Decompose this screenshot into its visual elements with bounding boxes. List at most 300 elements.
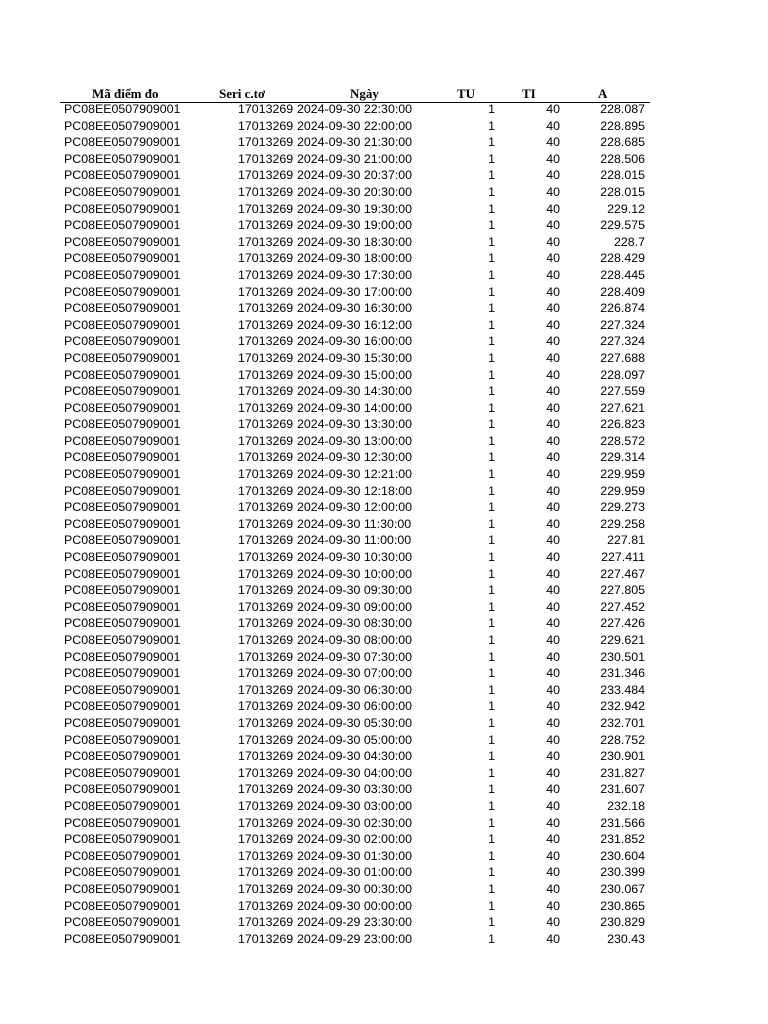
cell-date: 2024-09-30 22:00:00 xyxy=(297,118,413,133)
cell-ti: 40 xyxy=(546,267,560,282)
cell-code: PC08EE0507909001 xyxy=(64,715,181,730)
cell-code: PC08EE0507909001 xyxy=(64,500,181,515)
cell-ti: 40 xyxy=(546,798,560,813)
cell-ti: 40 xyxy=(546,666,560,681)
cell-tu: 1 xyxy=(488,417,495,432)
cell-date: 2024-09-30 08:00:00 xyxy=(297,633,413,647)
cell-a: 228.429 xyxy=(600,251,645,266)
cell-serial: 17013269 xyxy=(238,848,294,863)
cell-tu: 1 xyxy=(488,350,495,365)
cell-serial: 17013269 xyxy=(238,151,294,166)
cell-serial: 17013269 xyxy=(238,201,294,216)
table-row xyxy=(0,615,768,632)
table-row xyxy=(0,300,768,317)
cell-ti: 40 xyxy=(546,168,560,183)
cell-serial: 17013269 xyxy=(238,881,294,896)
cell-serial: 17013269 xyxy=(238,251,294,266)
cell-serial: 17013269 xyxy=(238,765,294,780)
cell-tu: 1 xyxy=(488,367,495,382)
table-row xyxy=(0,649,768,666)
cell-a: 228.015 xyxy=(600,168,645,183)
cell-ti: 40 xyxy=(546,599,560,614)
cell-serial: 17013269 xyxy=(238,102,294,116)
cell-tu: 1 xyxy=(488,865,495,880)
cell-tu: 1 xyxy=(488,450,495,465)
cell-date: 2024-09-30 11:00:00 xyxy=(297,533,412,548)
cell-date: 2024-09-30 02:30:00 xyxy=(297,815,413,830)
cell-code: PC08EE0507909001 xyxy=(64,533,181,548)
cell-ti: 40 xyxy=(546,848,560,863)
cell-a: 229.273 xyxy=(600,500,645,515)
cell-a: 228.506 xyxy=(600,151,645,166)
cell-date: 2024-09-30 12:21:00 xyxy=(297,467,413,482)
cell-serial: 17013269 xyxy=(238,384,294,399)
cell-code: PC08EE0507909001 xyxy=(64,251,181,266)
cell-tu: 1 xyxy=(488,848,495,863)
table-row xyxy=(0,715,768,732)
cell-code: PC08EE0507909001 xyxy=(64,633,181,647)
cell-ti: 40 xyxy=(546,350,560,365)
cell-a: 228.752 xyxy=(600,732,645,747)
cell-date: 2024-09-30 05:00:00 xyxy=(297,732,413,747)
header-code: Mã điểm đo xyxy=(92,86,159,101)
cell-serial: 17013269 xyxy=(238,566,294,581)
cell-tu: 1 xyxy=(488,433,495,448)
cell-serial: 17013269 xyxy=(238,599,294,614)
cell-ti: 40 xyxy=(546,881,560,896)
cell-serial: 17013269 xyxy=(238,633,294,647)
table-row xyxy=(0,201,768,218)
cell-ti: 40 xyxy=(546,218,560,233)
table-row xyxy=(0,698,768,715)
cell-a: 228.087 xyxy=(600,102,645,116)
table-row xyxy=(0,599,768,616)
cell-a: 231.566 xyxy=(600,815,645,830)
cell-serial: 17013269 xyxy=(238,616,294,631)
cell-tu: 1 xyxy=(488,832,495,847)
table-row xyxy=(0,184,768,201)
cell-date: 2024-09-30 17:00:00 xyxy=(297,284,413,299)
cell-date: 2024-09-30 05:30:00 xyxy=(297,715,413,730)
cell-ti: 40 xyxy=(546,201,560,216)
cell-tu: 1 xyxy=(488,815,495,830)
cell-a: 230.399 xyxy=(600,865,645,880)
cell-tu: 1 xyxy=(488,334,495,349)
cell-ti: 40 xyxy=(546,516,560,531)
cell-ti: 40 xyxy=(546,151,560,166)
table-row xyxy=(0,483,768,500)
cell-code: PC08EE0507909001 xyxy=(64,616,181,631)
cell-serial: 17013269 xyxy=(238,666,294,681)
cell-ti: 40 xyxy=(546,550,560,565)
header-a: A xyxy=(598,86,608,101)
cell-code: PC08EE0507909001 xyxy=(64,798,181,813)
table-row xyxy=(0,134,768,151)
cell-code: PC08EE0507909001 xyxy=(64,184,181,199)
cell-date: 2024-09-30 10:30:00 xyxy=(297,550,413,565)
cell-tu: 1 xyxy=(488,483,495,498)
cell-code: PC08EE0507909001 xyxy=(64,516,181,531)
header-date: Ngày xyxy=(350,86,379,101)
table-row xyxy=(0,582,768,599)
cell-date: 2024-09-30 07:00:00 xyxy=(297,666,413,681)
cell-serial: 17013269 xyxy=(238,715,294,730)
cell-a: 228.097 xyxy=(600,367,645,382)
cell-a: 229.959 xyxy=(600,467,645,482)
cell-serial: 17013269 xyxy=(238,118,294,133)
cell-tu: 1 xyxy=(488,666,495,681)
cell-serial: 17013269 xyxy=(238,433,294,448)
cell-a: 230.501 xyxy=(600,649,645,664)
cell-date: 2024-09-30 13:30:00 xyxy=(297,417,413,432)
cell-serial: 17013269 xyxy=(238,267,294,282)
cell-a: 232.18 xyxy=(607,798,645,813)
cell-date: 2024-09-30 17:30:00 xyxy=(297,267,413,282)
table-row xyxy=(0,732,768,749)
cell-code: PC08EE0507909001 xyxy=(64,350,181,365)
cell-date: 2024-09-30 04:00:00 xyxy=(297,765,413,780)
cell-tu: 1 xyxy=(488,234,495,249)
table-row xyxy=(0,101,768,118)
cell-code: PC08EE0507909001 xyxy=(64,782,181,797)
cell-date: 2024-09-30 21:30:00 xyxy=(297,135,413,150)
cell-tu: 1 xyxy=(488,467,495,482)
cell-code: PC08EE0507909001 xyxy=(64,433,181,448)
cell-a: 228.7 xyxy=(613,234,645,249)
cell-code: PC08EE0507909001 xyxy=(64,317,181,332)
cell-code: PC08EE0507909001 xyxy=(64,649,181,664)
cell-tu: 1 xyxy=(488,931,495,946)
cell-code: PC08EE0507909001 xyxy=(64,135,181,150)
cell-date: 2024-09-30 00:00:00 xyxy=(297,898,413,913)
cell-date: 2024-09-30 19:00:00 xyxy=(297,218,413,233)
cell-code: PC08EE0507909001 xyxy=(64,151,181,166)
cell-a: 229.258 xyxy=(600,516,645,531)
cell-ti: 40 xyxy=(546,317,560,332)
cell-code: PC08EE0507909001 xyxy=(64,102,181,116)
table-body xyxy=(0,101,768,947)
cell-code: PC08EE0507909001 xyxy=(64,682,181,697)
table-row xyxy=(0,217,768,234)
cell-a: 227.426 xyxy=(600,616,645,631)
cell-tu: 1 xyxy=(488,765,495,780)
cell-a: 230.865 xyxy=(600,898,645,913)
cell-a: 230.067 xyxy=(600,881,645,896)
cell-a: 229.12 xyxy=(607,201,645,216)
cell-ti: 40 xyxy=(546,400,560,415)
cell-code: PC08EE0507909001 xyxy=(64,749,181,764)
cell-date: 2024-09-30 06:00:00 xyxy=(297,699,413,714)
cell-ti: 40 xyxy=(546,284,560,299)
cell-date: 2024-09-30 10:00:00 xyxy=(297,566,413,581)
cell-code: PC08EE0507909001 xyxy=(64,234,181,249)
cell-tu: 1 xyxy=(488,699,495,714)
cell-date: 2024-09-30 21:00:00 xyxy=(297,151,413,166)
cell-ti: 40 xyxy=(546,500,560,515)
cell-ti: 40 xyxy=(546,832,560,847)
cell-tu: 1 xyxy=(488,284,495,299)
cell-serial: 17013269 xyxy=(238,417,294,432)
cell-ti: 40 xyxy=(546,367,560,382)
cell-ti: 40 xyxy=(546,715,560,730)
cell-date: 2024-09-30 06:30:00 xyxy=(297,682,413,697)
table-row xyxy=(0,532,768,549)
cell-ti: 40 xyxy=(546,450,560,465)
cell-a: 227.805 xyxy=(600,583,645,598)
cell-code: PC08EE0507909001 xyxy=(64,865,181,880)
cell-date: 2024-09-30 16:00:00 xyxy=(297,334,413,349)
cell-tu: 1 xyxy=(488,732,495,747)
table-row xyxy=(0,250,768,267)
cell-code: PC08EE0507909001 xyxy=(64,848,181,863)
table-row xyxy=(0,665,768,682)
table-row xyxy=(0,848,768,865)
cell-a: 226.874 xyxy=(600,301,645,316)
table-row xyxy=(0,798,768,815)
cell-date: 2024-09-30 15:30:00 xyxy=(297,350,413,365)
cell-tu: 1 xyxy=(488,749,495,764)
cell-code: PC08EE0507909001 xyxy=(64,566,181,581)
cell-code: PC08EE0507909001 xyxy=(64,218,181,233)
cell-date: 2024-09-30 15:00:00 xyxy=(297,367,413,382)
cell-serial: 17013269 xyxy=(238,467,294,482)
cell-tu: 1 xyxy=(488,516,495,531)
cell-serial: 17013269 xyxy=(238,184,294,199)
cell-date: 2024-09-30 07:30:00 xyxy=(297,649,413,664)
table-row xyxy=(0,549,768,566)
cell-a: 227.324 xyxy=(600,334,645,349)
cell-date: 2024-09-30 14:00:00 xyxy=(297,400,413,415)
cell-serial: 17013269 xyxy=(238,301,294,316)
table-row xyxy=(0,632,768,649)
cell-serial: 17013269 xyxy=(238,168,294,183)
cell-date: 2024-09-30 03:30:00 xyxy=(297,782,413,797)
cell-serial: 17013269 xyxy=(238,500,294,515)
cell-serial: 17013269 xyxy=(238,583,294,598)
cell-a: 229.621 xyxy=(600,633,645,647)
cell-tu: 1 xyxy=(488,898,495,913)
cell-a: 230.43 xyxy=(607,931,645,946)
cell-tu: 1 xyxy=(488,201,495,216)
cell-date: 2024-09-30 00:30:00 xyxy=(297,881,413,896)
cell-serial: 17013269 xyxy=(238,234,294,249)
cell-a: 231.607 xyxy=(600,782,645,797)
cell-serial: 17013269 xyxy=(238,135,294,150)
cell-code: PC08EE0507909001 xyxy=(64,483,181,498)
cell-tu: 1 xyxy=(488,881,495,896)
cell-date: 2024-09-30 03:00:00 xyxy=(297,798,413,813)
cell-serial: 17013269 xyxy=(238,350,294,365)
cell-tu: 1 xyxy=(488,533,495,548)
table-row xyxy=(0,167,768,184)
cell-tu: 1 xyxy=(488,168,495,183)
table-row xyxy=(0,350,768,367)
table-row xyxy=(0,317,768,334)
cell-date: 2024-09-30 01:30:00 xyxy=(297,848,413,863)
cell-ti: 40 xyxy=(546,699,560,714)
cell-a: 230.829 xyxy=(600,915,645,930)
cell-code: PC08EE0507909001 xyxy=(64,118,181,133)
cell-code: PC08EE0507909001 xyxy=(64,815,181,830)
cell-a: 231.827 xyxy=(600,765,645,780)
cell-ti: 40 xyxy=(546,467,560,482)
header-serial: Seri c.tơ xyxy=(219,86,266,101)
cell-serial: 17013269 xyxy=(238,832,294,847)
cell-tu: 1 xyxy=(488,633,495,647)
header-tu: TU xyxy=(457,86,476,101)
cell-date: 2024-09-30 12:00:00 xyxy=(297,500,413,515)
cell-tu: 1 xyxy=(488,102,495,116)
cell-a: 227.467 xyxy=(600,566,645,581)
cell-ti: 40 xyxy=(546,533,560,548)
cell-ti: 40 xyxy=(546,234,560,249)
cell-ti: 40 xyxy=(546,749,560,764)
cell-code: PC08EE0507909001 xyxy=(64,267,181,282)
cell-a: 228.895 xyxy=(600,118,645,133)
table-row xyxy=(0,781,768,798)
table-row xyxy=(0,234,768,251)
cell-serial: 17013269 xyxy=(238,218,294,233)
cell-ti: 40 xyxy=(546,815,560,830)
table-row xyxy=(0,151,768,168)
cell-serial: 17013269 xyxy=(238,400,294,415)
table-row xyxy=(0,118,768,135)
cell-ti: 40 xyxy=(546,184,560,199)
table-row xyxy=(0,864,768,881)
cell-ti: 40 xyxy=(546,765,560,780)
cell-ti: 40 xyxy=(546,583,560,598)
cell-tu: 1 xyxy=(488,267,495,282)
cell-date: 2024-09-30 11:30:00 xyxy=(297,516,412,531)
cell-a: 230.604 xyxy=(600,848,645,863)
cell-ti: 40 xyxy=(546,334,560,349)
cell-code: PC08EE0507909001 xyxy=(64,732,181,747)
cell-ti: 40 xyxy=(546,633,560,647)
table-row xyxy=(0,284,768,301)
table-row xyxy=(0,566,768,583)
cell-ti: 40 xyxy=(546,782,560,797)
cell-serial: 17013269 xyxy=(238,898,294,913)
table-row xyxy=(0,499,768,516)
cell-date: 2024-09-30 09:00:00 xyxy=(297,599,413,614)
cell-code: PC08EE0507909001 xyxy=(64,384,181,399)
cell-tu: 1 xyxy=(488,915,495,930)
cell-ti: 40 xyxy=(546,898,560,913)
cell-a: 233.484 xyxy=(600,682,645,697)
cell-ti: 40 xyxy=(546,483,560,498)
cell-code: PC08EE0507909001 xyxy=(64,334,181,349)
cell-code: PC08EE0507909001 xyxy=(64,699,181,714)
cell-date: 2024-09-30 04:30:00 xyxy=(297,749,413,764)
cell-tu: 1 xyxy=(488,317,495,332)
cell-a: 229.959 xyxy=(600,483,645,498)
table-row xyxy=(0,831,768,848)
cell-tu: 1 xyxy=(488,550,495,565)
cell-serial: 17013269 xyxy=(238,732,294,747)
table-row xyxy=(0,765,768,782)
cell-a: 228.685 xyxy=(600,135,645,150)
cell-a: 228.015 xyxy=(600,184,645,199)
table-row xyxy=(0,898,768,915)
cell-date: 2024-09-29 23:30:00 xyxy=(297,915,413,930)
cell-date: 2024-09-30 13:00:00 xyxy=(297,433,413,448)
table-row xyxy=(0,433,768,450)
cell-ti: 40 xyxy=(546,251,560,266)
cell-tu: 1 xyxy=(488,649,495,664)
cell-code: PC08EE0507909001 xyxy=(64,201,181,216)
cell-tu: 1 xyxy=(488,566,495,581)
cell-date: 2024-09-30 14:30:00 xyxy=(297,384,413,399)
cell-tu: 1 xyxy=(488,782,495,797)
cell-date: 2024-09-30 22:30:00 xyxy=(297,102,413,116)
cell-serial: 17013269 xyxy=(238,550,294,565)
cell-ti: 40 xyxy=(546,682,560,697)
cell-ti: 40 xyxy=(546,566,560,581)
cell-serial: 17013269 xyxy=(238,798,294,813)
cell-a: 227.452 xyxy=(600,599,645,614)
cell-tu: 1 xyxy=(488,500,495,515)
cell-tu: 1 xyxy=(488,301,495,316)
cell-ti: 40 xyxy=(546,865,560,880)
cell-a: 228.409 xyxy=(600,284,645,299)
cell-ti: 40 xyxy=(546,301,560,316)
cell-serial: 17013269 xyxy=(238,334,294,349)
cell-serial: 17013269 xyxy=(238,865,294,880)
table-row xyxy=(0,682,768,699)
cell-date: 2024-09-30 12:30:00 xyxy=(297,450,413,465)
cell-tu: 1 xyxy=(488,715,495,730)
cell-a: 231.852 xyxy=(600,832,645,847)
cell-serial: 17013269 xyxy=(238,782,294,797)
cell-code: PC08EE0507909001 xyxy=(64,550,181,565)
cell-code: PC08EE0507909001 xyxy=(64,666,181,681)
cell-date: 2024-09-30 01:00:00 xyxy=(297,865,413,880)
cell-date: 2024-09-30 08:30:00 xyxy=(297,616,413,631)
cell-serial: 17013269 xyxy=(238,915,294,930)
cell-a: 226.823 xyxy=(600,417,645,432)
cell-serial: 17013269 xyxy=(238,533,294,548)
cell-tu: 1 xyxy=(488,135,495,150)
cell-tu: 1 xyxy=(488,798,495,813)
cell-code: PC08EE0507909001 xyxy=(64,881,181,896)
cell-tu: 1 xyxy=(488,384,495,399)
cell-ti: 40 xyxy=(546,135,560,150)
table-row xyxy=(0,815,768,832)
cell-serial: 17013269 xyxy=(238,749,294,764)
cell-date: 2024-09-30 19:30:00 xyxy=(297,201,413,216)
cell-a: 227.559 xyxy=(600,384,645,399)
cell-tu: 1 xyxy=(488,682,495,697)
cell-serial: 17013269 xyxy=(238,483,294,498)
cell-date: 2024-09-30 18:00:00 xyxy=(297,251,413,266)
cell-a: 229.575 xyxy=(600,218,645,233)
cell-serial: 17013269 xyxy=(238,367,294,382)
cell-code: PC08EE0507909001 xyxy=(64,832,181,847)
cell-ti: 40 xyxy=(546,649,560,664)
cell-ti: 40 xyxy=(546,433,560,448)
table-row xyxy=(0,881,768,898)
cell-tu: 1 xyxy=(488,218,495,233)
cell-a: 228.445 xyxy=(600,267,645,282)
cell-tu: 1 xyxy=(488,118,495,133)
table-row xyxy=(0,400,768,417)
cell-code: PC08EE0507909001 xyxy=(64,367,181,382)
cell-tu: 1 xyxy=(488,184,495,199)
cell-code: PC08EE0507909001 xyxy=(64,467,181,482)
cell-serial: 17013269 xyxy=(238,284,294,299)
cell-date: 2024-09-29 23:00:00 xyxy=(297,931,413,946)
cell-code: PC08EE0507909001 xyxy=(64,931,181,946)
